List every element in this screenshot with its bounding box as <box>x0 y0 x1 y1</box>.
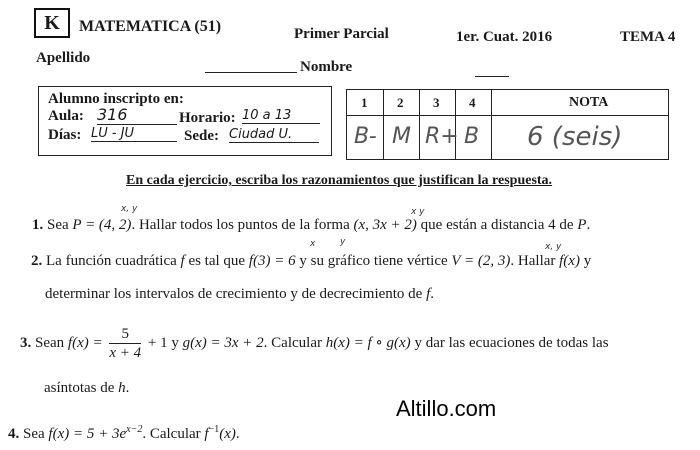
exercise-3-text1: . Calcular <box>263 334 322 351</box>
exercise-3-sea: Sean <box>35 334 65 351</box>
exercise-3-line2-text: asíntotas de <box>44 380 115 396</box>
apellido-label: Apellido <box>36 50 91 66</box>
exercise-2-vertex: V = (2, 3) <box>451 253 511 269</box>
grade-header-3: 3 <box>433 95 440 110</box>
exercise-3-line2 <box>44 380 129 397</box>
grade-value-4: B <box>464 124 480 149</box>
exam-tema: TEMA 4 <box>620 29 676 45</box>
annotation-5: x, y <box>545 242 562 252</box>
annotation-1: x, y <box>121 204 138 214</box>
exercise-3-fx: f(x) = <box>67 334 103 351</box>
exercise-2 <box>31 253 591 270</box>
exercise-2-text1: La función cuadrática <box>46 253 177 269</box>
exercise-3 <box>20 325 609 362</box>
exercise-3-number: 3. <box>20 334 32 351</box>
subject-title: MATEMATICA (51) <box>79 18 222 35</box>
exercise-1 <box>32 217 590 234</box>
exercise-1-text1: . Hallar todos los puntos de la forma <box>131 217 350 233</box>
exercise-4-text1: . Calcular <box>142 426 201 442</box>
apellido-line <box>205 72 297 73</box>
student-box <box>38 86 332 156</box>
exercise-2-text3: y su gráfico tiene vértice <box>299 253 448 269</box>
exercise-3-fraction-den: x + 4 <box>109 345 142 361</box>
grade-header-4: 4 <box>469 95 476 110</box>
grade-value-2: M <box>392 124 411 149</box>
grades-col-sep-2 <box>419 90 420 159</box>
horario-value: 10 a 13 <box>242 108 320 124</box>
grade-value-1: B- <box>354 124 377 149</box>
exercise-2-f: f <box>180 253 185 269</box>
exercise-1-number: 1. <box>32 217 44 233</box>
dias-value: LU - JU <box>91 126 177 142</box>
exercise-2-f2: f <box>426 286 431 302</box>
nota-value: 6 (seis) <box>527 122 623 152</box>
exercise-4-exp: x−2 <box>126 424 143 435</box>
exercise-1-p: P <box>577 217 587 233</box>
grades-col-sep-1 <box>383 90 384 159</box>
student-box-title: Alumno inscripto en: <box>48 91 184 107</box>
exercise-2-text2: es tal que <box>188 253 246 269</box>
instruction: En cada ejercicio, escriba los razonamientos que justifican la respuesta. <box>126 173 553 188</box>
aula-value: 316 <box>97 105 177 125</box>
exercise-3-gx: g(x) = 3x + 2 <box>182 334 264 351</box>
aula-label: Aula: <box>48 108 84 124</box>
exercise-3-h: h <box>118 380 126 396</box>
grades-table <box>346 89 669 160</box>
exam-name: Primer Parcial <box>294 26 389 42</box>
exercise-4 <box>8 424 240 443</box>
grades-divider <box>347 115 668 116</box>
k-label: K <box>44 12 60 34</box>
exercise-2-line2 <box>45 286 434 303</box>
exercise-2-text4: . Hallar <box>510 253 556 269</box>
annotation-3: x <box>310 239 316 249</box>
exercise-4-fx: f(x) = 5 + 3e <box>48 426 127 442</box>
exercise-2-number: 2. <box>31 253 43 269</box>
exercise-1-end: . <box>586 217 591 233</box>
horario-label: Horario: <box>179 110 236 126</box>
exercise-3-fraction <box>109 325 141 362</box>
exercise-4-sea: Sea <box>23 426 45 442</box>
exercise-2-cond: f(3) = 6 <box>248 253 296 269</box>
exercise-2-text5: y <box>583 253 592 269</box>
exercise-4-inv-exp: −1 <box>208 424 220 435</box>
dias-label: Días: <box>48 127 82 143</box>
k-box <box>34 8 70 38</box>
sede-value: Ciudad U. <box>229 127 319 143</box>
exercise-3-fraction-num: 5 <box>109 325 141 344</box>
nota-header: NOTA <box>569 95 609 110</box>
exercise-3-text2: y dar las ecuaciones de todas las <box>414 334 609 351</box>
annotation-2: x y <box>411 207 425 217</box>
grade-header-2: 2 <box>397 95 404 110</box>
exercise-1-text2: que están a distancia 4 de <box>420 217 574 233</box>
exercise-3-y: y <box>171 334 179 351</box>
watermark: Altillo.com <box>396 396 497 421</box>
exercise-4-inv-arg: (x) <box>219 426 236 442</box>
exercise-3-end: . <box>125 380 130 396</box>
exercise-2-end: . <box>430 286 435 302</box>
grade-header-1: 1 <box>361 95 368 110</box>
exercise-1-sea: Sea <box>47 217 69 233</box>
exercise-2-fx: f(x) <box>559 253 580 269</box>
exercise-3-hx: h(x) = f ∘ g(x) <box>325 334 411 351</box>
grades-col-sep-4 <box>491 90 492 159</box>
nombre-line <box>475 76 509 77</box>
nombre-label: Nombre <box>300 59 353 75</box>
annotation-4: y <box>340 237 346 247</box>
exercise-1-point: P = (4, 2) <box>72 217 132 233</box>
exercise-3-plus: + 1 <box>147 334 168 351</box>
exam-period: 1er. Cuat. 2016 <box>456 29 553 45</box>
exercise-4-end: . <box>235 426 240 442</box>
grade-value-3: R+ <box>425 124 459 149</box>
exercise-2-line2-text: determinar los intervalos de crecimiento y de decrecimiento de <box>45 286 423 302</box>
exercise-1-form: (x, 3x + 2) <box>353 217 417 233</box>
exercise-4-inv: f <box>204 426 209 442</box>
exercise-4-number: 4. <box>8 426 20 442</box>
sede-label: Sede: <box>184 128 219 144</box>
